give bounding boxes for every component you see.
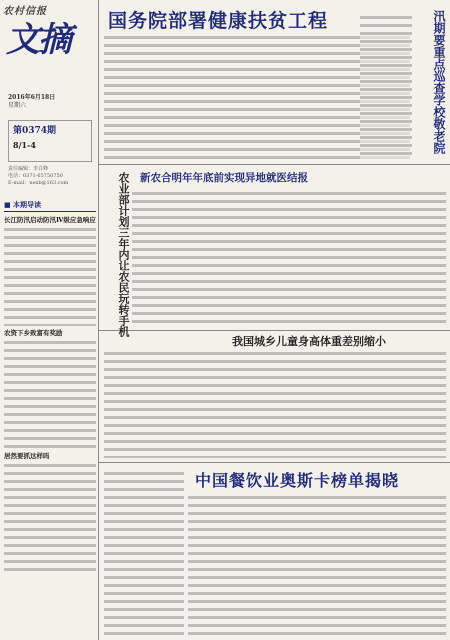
text-block bbox=[132, 190, 446, 326]
section-rule bbox=[98, 462, 450, 463]
issue-box bbox=[8, 120, 92, 162]
brand-logo: 文摘 bbox=[6, 20, 70, 60]
left-subhead: 居然要抓这样吗 bbox=[4, 452, 50, 460]
section-rule bbox=[98, 330, 450, 331]
text-block bbox=[188, 494, 446, 636]
text-block bbox=[104, 350, 446, 458]
fourth-headline: 中国餐饮业奥斯卡榜单揭晓 bbox=[195, 471, 400, 490]
text-block bbox=[4, 339, 96, 449]
left-column bbox=[4, 200, 96, 640]
date-line: 2016年6月18日 bbox=[8, 94, 56, 101]
masthead bbox=[0, 0, 100, 18]
column-rule bbox=[98, 0, 99, 640]
vertical-headline: 农业部计划三年内让农民玩转手机 bbox=[117, 172, 130, 337]
date-block bbox=[8, 94, 96, 110]
text-block bbox=[360, 14, 412, 160]
text-block bbox=[4, 226, 96, 326]
left-subhead: 长江防汛启动防汛Ⅳ级应急响应 bbox=[4, 216, 96, 224]
main-headline: 国务院部署健康扶贫工程 bbox=[108, 10, 329, 32]
third-headline: 我国城乡儿童身高体重差别缩小 bbox=[232, 335, 386, 348]
issue-number: 第0374期 bbox=[13, 126, 57, 136]
editor-line: 电话：0371-65750750 bbox=[8, 173, 63, 179]
editor-info bbox=[8, 166, 96, 187]
text-block bbox=[104, 470, 184, 636]
text-block bbox=[4, 462, 96, 572]
editor-line: 责任编辑：李召峰 bbox=[8, 166, 49, 172]
second-headline: 新农合明年年底前实现异地就医结报 bbox=[140, 172, 308, 184]
section-rule bbox=[98, 164, 450, 165]
newspaper-name: 农村信报 bbox=[3, 6, 47, 17]
weekday-line: 星期六 bbox=[8, 102, 27, 109]
side-headline: 汛期要重点巡查学校敬老院 bbox=[432, 10, 446, 154]
left-subhead: 农资下乡致富有奖励 bbox=[4, 329, 63, 337]
section-tag: ■ 本期导读 bbox=[4, 200, 96, 212]
editor-line: E-mail：nexb@163.com bbox=[8, 180, 69, 186]
issue-pages: 8/1-4 bbox=[13, 140, 36, 150]
